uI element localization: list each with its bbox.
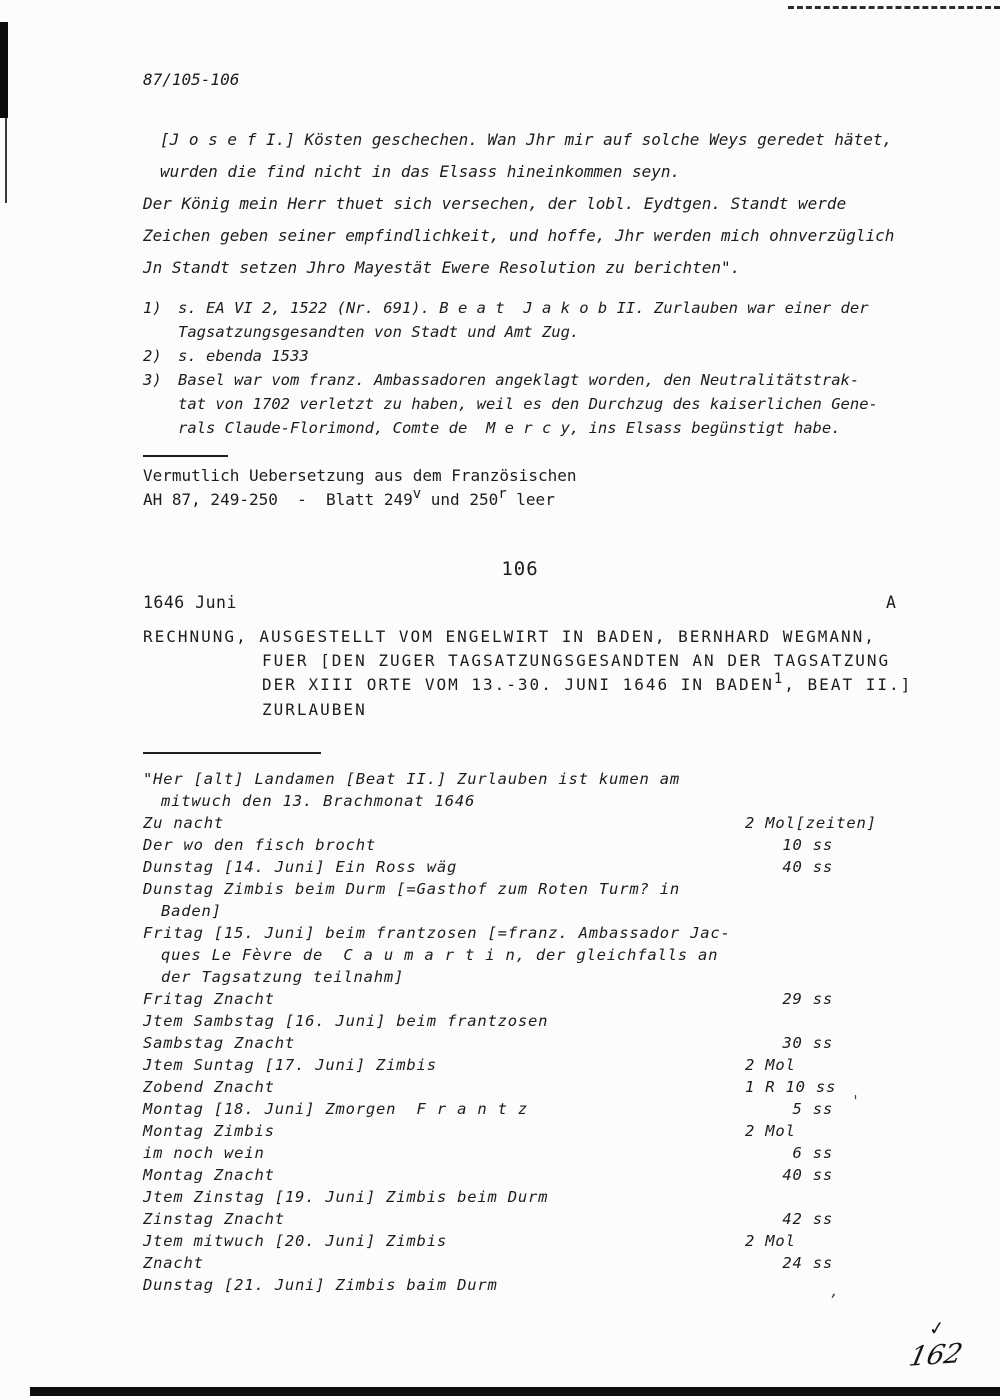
- provenance-line-2-post: leer: [506, 490, 555, 509]
- ledger-entry-text: Zu nacht: [143, 814, 225, 832]
- ledger-row: [143, 858, 923, 880]
- ledger-amount-mol: 1 R 10 ss: [745, 1078, 837, 1096]
- footnote-text: Tagsatzungsgesandten von Stadt und Amt Zug.: [178, 323, 580, 341]
- ledger-entry-text: Dunstag Zimbis beim Durm [=Gasthof zum Roten Turm? in: [143, 880, 680, 898]
- record-heading: [143, 625, 912, 722]
- scan-artifact-left-edge-line: [5, 118, 7, 203]
- provenance-line-1: Vermutlich Uebersetzung aus dem Französischen: [143, 466, 577, 485]
- folio-superscript-verso: v: [412, 486, 422, 502]
- scan-artifact-bottom-bar: [30, 1387, 1000, 1396]
- quote-line: [J o s e f I.] Kösten geschechen. Wan Jhr mir auf solche Weys geredet hätet,: [160, 130, 893, 149]
- ledger-amount-mol: 2 Mol: [745, 1232, 796, 1250]
- ledger-row: [143, 1144, 923, 1166]
- ledger-row: [143, 770, 923, 792]
- ledger-amount-mol: 2 Mol: [745, 1056, 796, 1074]
- ledger-row: [143, 880, 923, 902]
- ledger-row: [143, 1166, 923, 1188]
- ledger-row: [143, 968, 923, 990]
- provenance-line-2-pre: AH 87, 249-250 - Blatt 249: [143, 490, 413, 509]
- footnote-text: tat von 1702 verletzt zu haben, weil es den Durchzug des kaiserlichen Gene-: [178, 395, 878, 413]
- handwritten-page-number: 162: [906, 1338, 966, 1373]
- provenance-line-2: [143, 488, 576, 513]
- ledger-entry-text: Jtem mitwuch [20. Juni] Zimbis: [143, 1232, 447, 1250]
- heading-line: RECHNUNG, AUSGESTELLT VOM ENGELWIRT IN BADEN, BERNHARD WEGMANN,: [143, 627, 876, 646]
- ledger-amount-ss: 40 ss: [782, 1166, 833, 1184]
- ledger-entry-text: "Her [alt] Landamen [Beat II.] Zurlauben ist kumen am: [143, 770, 680, 788]
- ledger-row: [143, 1122, 923, 1144]
- ledger-row: [143, 836, 923, 858]
- footnote-text: rals Claude-Florimond, Comte de M e r c y, ins Elsass begünstigt habe.: [178, 419, 841, 437]
- entry-number: 106: [501, 558, 539, 580]
- ledger-entry-text: Zinstag Znacht: [143, 1210, 285, 1228]
- ledger-row: [143, 1078, 923, 1100]
- ledger-amount-ss: 30 ss: [782, 1034, 833, 1052]
- ledger-entry-text: Baden]: [161, 902, 222, 920]
- footnote-marker: 1): [143, 299, 162, 317]
- footnote-line: [143, 296, 943, 320]
- ledger-amount-mol: 2 Mol[zeiten]: [745, 814, 877, 832]
- heading-line: ZURLAUBEN: [262, 700, 367, 719]
- quote-paragraph: [143, 124, 933, 284]
- provenance-note: [143, 464, 576, 513]
- ledger-entry-text: Znacht: [143, 1254, 204, 1272]
- ledger-entry-text: Zobend Znacht: [143, 1078, 275, 1096]
- ledger-amount-ss: 40 ss: [782, 858, 833, 876]
- ledger-row: [143, 1210, 923, 1232]
- ledger-entry-text: im noch wein: [143, 1144, 265, 1162]
- ledger-amount-ss: 10 ss: [782, 836, 833, 854]
- footnote-marker: [143, 320, 178, 344]
- ledger-entry-text: Montag [18. Juni] Zmorgen F r a n t z: [143, 1100, 529, 1118]
- folio-superscript-recto: r: [498, 486, 507, 502]
- ledger-row: [143, 814, 923, 836]
- ledger-entry-text: Fritag [15. Juni] beim frantzosen [=franz. Ambassador Jac-: [143, 924, 731, 942]
- ledger-row: [143, 1100, 923, 1122]
- footnote-text: s. EA VI 2, 1522 (Nr. 691). B e a t J a k o b II. Zurlauben war einer der: [178, 299, 869, 317]
- footnote-line: [143, 320, 943, 344]
- ledger-row: [143, 990, 923, 1012]
- ledger-row: [143, 1254, 923, 1276]
- ledger-entry-text: Jtem Suntag [17. Juni] Zimbis: [143, 1056, 437, 1074]
- quote-line: Zeichen geben seiner empfindlichkeit, und hoffe, Jhr werden mich ohnverzüglich: [143, 226, 895, 245]
- ledger-entry-text: mitwuch den 13. Brachmonat 1646: [161, 792, 476, 810]
- ledger-entry-text: Jtem Sambstag [16. Juni] beim frantzosen: [143, 1012, 549, 1030]
- quote-line: Der König mein Herr thuet sich versechen, der lobl. Eydtgen. Standt werde: [143, 194, 847, 213]
- footnotes: [143, 296, 943, 440]
- handwritten-checkmark: ✓: [928, 1315, 945, 1342]
- ledger-entry-text: Sambstag Znacht: [143, 1034, 295, 1052]
- ledger-entry-text: Jtem Zinstag [19. Juni] Zimbis beim Durm: [143, 1188, 549, 1206]
- ledger-amount-ss: 24 ss: [782, 1254, 833, 1272]
- footnote-marker: [143, 392, 178, 416]
- ledger-row: [143, 1056, 923, 1078]
- ledger-entry-text: Der wo den fisch brocht: [143, 836, 377, 854]
- entry-date: 1646 Juni: [143, 593, 237, 612]
- ledger-entry-text: Fritag Znacht: [143, 990, 275, 1008]
- ledger-row: [143, 792, 923, 814]
- heading-line: [143, 673, 912, 698]
- ledger-row: [143, 1232, 923, 1254]
- ledger-row: [143, 1012, 923, 1034]
- ledger-entry-text: ques Le Fèvre de C a u m a r t i n, der gleichfalls an: [161, 946, 719, 964]
- ledger-entry-text: Dunstag [14. Juni] Ein Ross wäg: [143, 858, 458, 876]
- footnote-line: [143, 416, 943, 440]
- footnote-text: s. ebenda 1533: [178, 347, 309, 365]
- footnote-marker: 2): [143, 347, 162, 365]
- stray-mark: ': [851, 1092, 861, 1110]
- divider-rule: [143, 752, 321, 754]
- scan-artifact-left-edge-bar: [0, 22, 8, 118]
- ledger-entry-text: Montag Zimbis: [143, 1122, 275, 1140]
- ledger-row: [143, 902, 923, 924]
- ledger-entry-text: Montag Znacht: [143, 1166, 275, 1184]
- footnote-ref-superscript: 1: [773, 671, 785, 687]
- ledger-row: [143, 1276, 923, 1298]
- ledger-amount-ss: 5 ss: [792, 1100, 833, 1118]
- ledger-row: [143, 1188, 923, 1210]
- heading-line: FUER [DEN ZUGER TAGSATZUNGSGESANDTEN AN DER TAGSATZUNG: [262, 651, 891, 670]
- provenance-line-2-mid: und 250: [421, 490, 499, 509]
- ledger-amount-ss: 6 ss: [792, 1144, 833, 1162]
- quote-line: wurden die find nicht in das Elsass hineinkommen seyn.: [160, 162, 681, 181]
- footnote-line: [143, 344, 943, 368]
- quote-line: Jn Standt setzen Jhro Mayestät Ewere Resolution zu berichten".: [143, 258, 741, 277]
- ledger-row: [143, 1034, 923, 1056]
- ledger-entry-text: der Tagsatzung teilnahm]: [161, 968, 405, 986]
- ledger-row: [143, 946, 923, 968]
- ledger: [143, 770, 923, 1298]
- heading-line-3-post: , BEAT II.]: [784, 675, 913, 694]
- heading-line-3-pre: DER XIII ORTE VOM 13.-30. JUNI 1646 IN BADEN: [262, 675, 774, 694]
- ledger-amount-ss: 42 ss: [782, 1210, 833, 1228]
- footnote-marker: 3): [143, 371, 162, 389]
- ledger-amount-ss: 29 ss: [782, 990, 833, 1008]
- stray-mark: ,: [830, 1282, 840, 1300]
- archive-reference: 87/105-106: [143, 70, 240, 89]
- series-letter: A: [886, 593, 897, 612]
- ledger-row: [143, 924, 923, 946]
- footnote-text: Basel war vom franz. Ambassadoren angeklagt worden, den Neutralitätstrak-: [178, 371, 860, 389]
- footnote-line: [143, 392, 943, 416]
- scan-artifact-top-dashed-line: [788, 6, 1000, 9]
- ledger-amount-mol: 2 Mol: [745, 1122, 796, 1140]
- ledger-entry-text: Dunstag [21. Juni] Zimbis baim Durm: [143, 1276, 498, 1294]
- footnote-line: [143, 368, 943, 392]
- divider-rule: [143, 455, 228, 457]
- footnote-marker: [143, 416, 178, 440]
